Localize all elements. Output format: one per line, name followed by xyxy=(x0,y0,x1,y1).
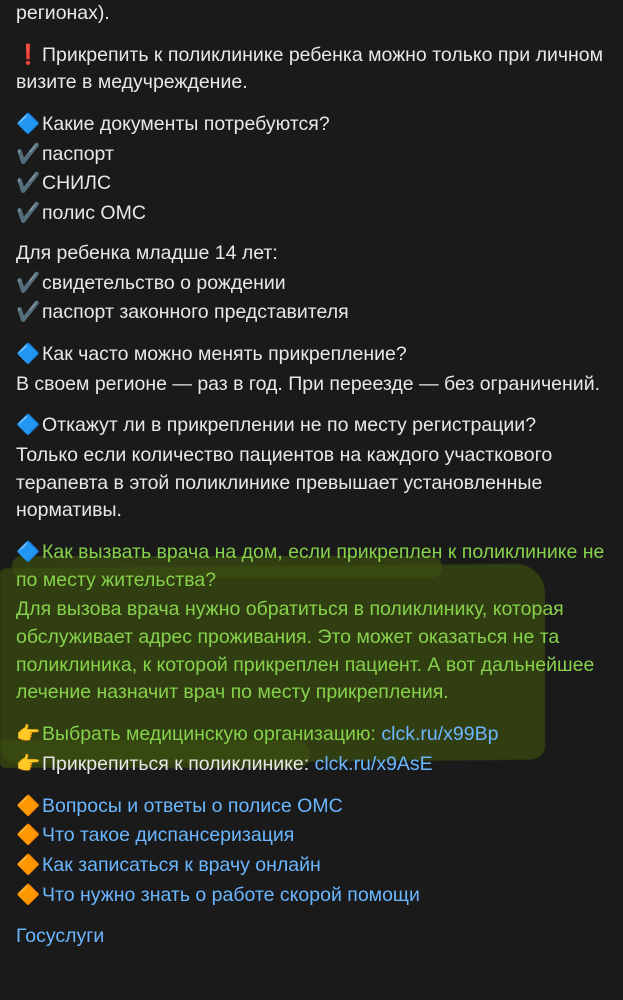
exclamation-mark-icon: ❗ xyxy=(16,43,41,66)
orange-diamond-icon: 🔶 xyxy=(16,883,41,906)
warning-paragraph xyxy=(16,42,607,97)
action-links xyxy=(16,721,607,778)
related-link-row xyxy=(16,882,607,910)
check-mark-icon: ✔️ xyxy=(16,301,41,324)
related-link-row xyxy=(16,793,607,821)
orange-diamond-icon: 🔶 xyxy=(16,853,41,876)
frequency-text: В своем регионе — раз в год. При переезде — без ограничений. xyxy=(16,372,601,395)
action-link-row xyxy=(16,751,607,779)
refusal-text: Только если количество пациентов на каждого участкового терапевта в этой поликлинике превышает установленные нормативы. xyxy=(16,443,553,522)
channel-link[interactable]: Госуслуги xyxy=(16,925,105,948)
frequency-heading: 🔷Как часто можно менять прикрепление? xyxy=(16,341,607,369)
check-mark-icon: ✔️ xyxy=(16,271,41,294)
blue-diamond-icon: 🔷 xyxy=(16,342,41,365)
documents-heading: 🔷Какие документы потребуются? xyxy=(16,111,607,139)
pointing-hand-icon: 👉 xyxy=(16,723,41,746)
action-link-label: Выбрать медицинскую организацию: xyxy=(42,723,376,746)
action-link-url[interactable]: clck.ru/x99Bp xyxy=(381,723,499,746)
related-links xyxy=(16,793,607,910)
orange-diamond-icon: 🔶 xyxy=(16,824,41,847)
orange-diamond-icon: 🔶 xyxy=(16,794,41,817)
related-link[interactable]: Что такое диспансеризация xyxy=(42,824,295,847)
document-item: ✔️СНИЛС xyxy=(16,170,607,198)
refusal-block xyxy=(16,412,607,525)
action-link-row xyxy=(16,721,607,749)
document-item: ✔️паспорт xyxy=(16,141,607,169)
check-mark-icon: ✔️ xyxy=(16,142,41,165)
related-link-row xyxy=(16,852,607,880)
document-subitem: ✔️паспорт законного представителя xyxy=(16,299,607,327)
documents-subheading: Для ребенка младше 14 лет: xyxy=(16,241,278,264)
warning-text: Прикрепить к поликлинике ребенка можно только при личном визите в медучреждение. xyxy=(16,43,604,94)
related-link[interactable]: Как записаться к врачу онлайн xyxy=(42,853,321,876)
home-visit-block xyxy=(16,539,607,707)
pointing-hand-icon: 👉 xyxy=(16,752,41,775)
related-link[interactable]: Что нужно знать о работе скорой помощи xyxy=(42,883,420,906)
blue-diamond-icon: 🔷 xyxy=(16,414,41,437)
check-mark-icon: ✔️ xyxy=(16,172,41,195)
document-subitem: ✔️свидетельство о рождении xyxy=(16,270,607,298)
refusal-heading: 🔷Откажут ли в прикреплении не по месту регистрации? xyxy=(16,412,607,440)
blue-diamond-icon: 🔷 xyxy=(16,113,41,136)
home-visit-text: Для вызова врача нужно обратиться в поликлинику, которая обслуживает адрес проживания. Это может оказаться не та поликлиника, к которой прикреплен пациент. А вот дальнейшее лечение назначит врач по месту прикрепления. xyxy=(16,598,595,704)
document-item: ✔️полис ОМС xyxy=(16,200,607,228)
documents-block xyxy=(16,111,607,327)
footer-link-row xyxy=(16,923,607,951)
top-fragment: регионах). xyxy=(16,2,110,24)
home-visit-heading: 🔷Как вызвать врача на дом, если прикреплен к поликлинике не по месту жительства? xyxy=(16,541,605,591)
action-link-url[interactable]: clck.ru/x9AsE xyxy=(314,752,433,775)
related-link[interactable]: Вопросы и ответы о полисе ОМС xyxy=(42,794,343,817)
check-mark-icon: ✔️ xyxy=(16,202,41,225)
blue-diamond-icon: 🔷 xyxy=(16,541,41,563)
related-link-row xyxy=(16,822,607,850)
action-link-label: Прикрепиться к поликлинике: xyxy=(42,752,310,775)
frequency-block xyxy=(16,341,607,398)
